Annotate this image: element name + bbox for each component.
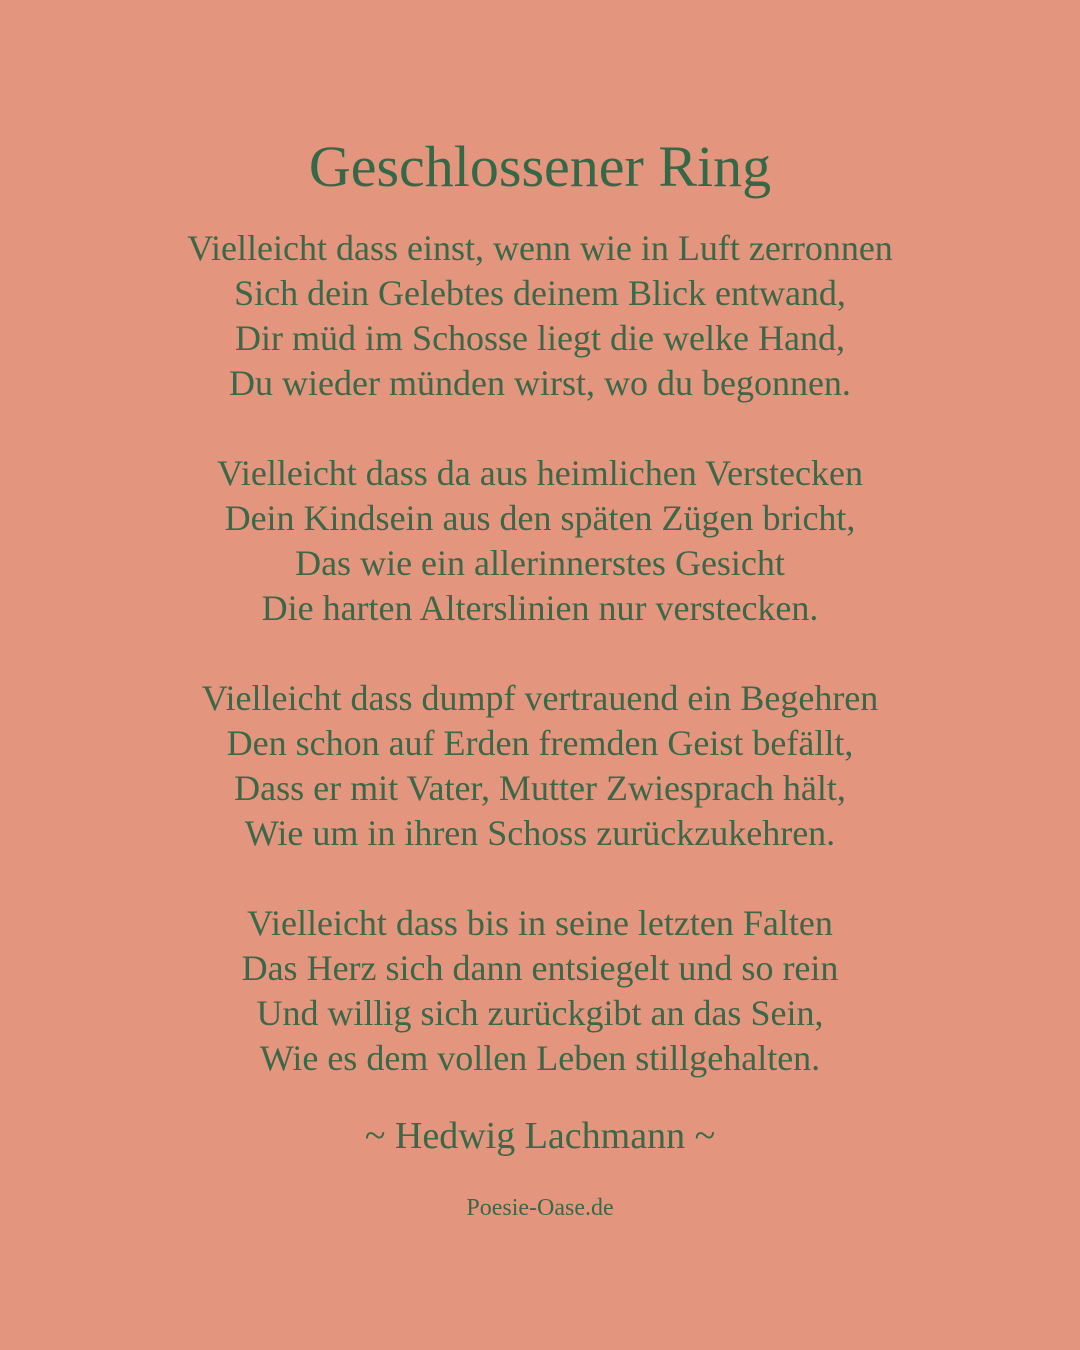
- poem-author: ~ Hedwig Lachmann ~: [364, 1115, 716, 1157]
- poem-line: Vielleicht dass da aus heimlichen Verstecken: [217, 453, 863, 493]
- poem-title: Geschlossener Ring: [308, 134, 772, 199]
- stanza-4: [0, 901, 1080, 1081]
- poem-line: Vielleicht dass dumpf vertrauend ein Begehren: [201, 678, 879, 718]
- poem-body: [0, 226, 1080, 1126]
- poem-line: Vielleicht dass einst, wenn wie in Luft zerronnen: [187, 228, 893, 268]
- poem-line: Sich dein Gelebtes deinem Blick entwand,: [234, 273, 846, 313]
- poem-line: Dass er mit Vater, Mutter Zwiesprach hält,: [234, 768, 846, 808]
- poem-line: Und willig sich zurückgibt an das Sein,: [256, 993, 824, 1033]
- poem-line: Du wieder münden wirst, wo du begonnen.: [229, 363, 851, 403]
- poem-line: Wie um in ihren Schoss zurückzukehren.: [244, 813, 836, 853]
- stanza-2: [0, 451, 1080, 631]
- poem-line: Den schon auf Erden fremden Geist befällt,: [226, 723, 854, 763]
- poem-line: Wie es dem vollen Leben stillgehalten.: [259, 1038, 821, 1078]
- poem-line: Vielleicht dass bis in seine letzten Falten: [247, 903, 833, 943]
- poem-line: Die harten Alterslinien nur verstecken.: [261, 588, 819, 628]
- site-credit: Poesie-Oase.de: [466, 1195, 614, 1221]
- stanza-1: [0, 226, 1080, 406]
- poem-line: Dir müd im Schosse liegt die welke Hand,: [235, 318, 845, 358]
- poem-line: Das wie ein allerinnerstes Gesicht: [295, 543, 785, 583]
- stanza-3: [0, 676, 1080, 856]
- poem-line: Dein Kindsein aus den späten Zügen bricht,: [224, 498, 856, 538]
- poem-line: Das Herz sich dann entsiegelt und so rein: [241, 948, 839, 988]
